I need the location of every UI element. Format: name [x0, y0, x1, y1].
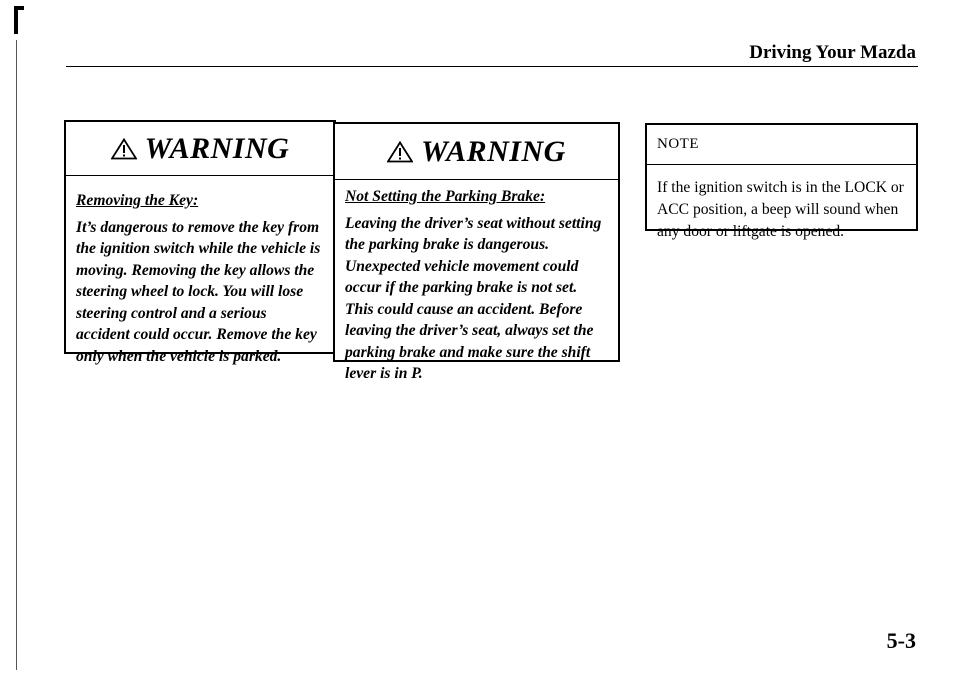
warning-text: It’s dangerous to remove the key from the ignition switch while the vehicle is moving. Removing the key allows the steering wheel to lock. You will lose steering control and a serious accident could occur. Remove the key only when the vehicle is parked. — [76, 218, 321, 365]
warning-title: WARNING — [144, 131, 290, 165]
warning-box-removing-key — [64, 120, 336, 365]
warning-content — [335, 180, 618, 385]
warning-title-bar — [335, 124, 618, 180]
warning-triangle-icon — [387, 141, 413, 163]
warning-box-parking-brake — [333, 122, 620, 382]
warning-triangle-icon — [111, 138, 137, 160]
warning-subheading: Removing the Key: — [76, 192, 199, 209]
running-header: Driving Your Mazda — [749, 42, 916, 63]
warning-content — [66, 176, 334, 367]
note-text: If the ignition switch is in the LOCK or ACC position, a beep will sound when any door or liftgate is opened. — [657, 179, 904, 240]
note-title: NOTE — [657, 136, 699, 152]
note-box — [645, 123, 918, 240]
page-number: 5-3 — [886, 628, 916, 653]
warning-title: WARNING — [421, 134, 566, 168]
margin-rule — [16, 40, 17, 670]
warning-text: Leaving the driver’s seat without setting the parking brake is dangerous. Unexpected vehicle movement could occur if the parking brake is not set. This could cause an accident. Before leaving the driver’s seat, always set the parking brake and make sure the shift lever is in P. — [345, 214, 602, 382]
crop-mark — [14, 6, 18, 34]
warning-title-bar — [66, 122, 334, 176]
header-rule — [66, 66, 918, 67]
warning-subheading: Not Setting the Parking Brake: — [345, 188, 546, 205]
note-title-bar — [647, 125, 916, 165]
